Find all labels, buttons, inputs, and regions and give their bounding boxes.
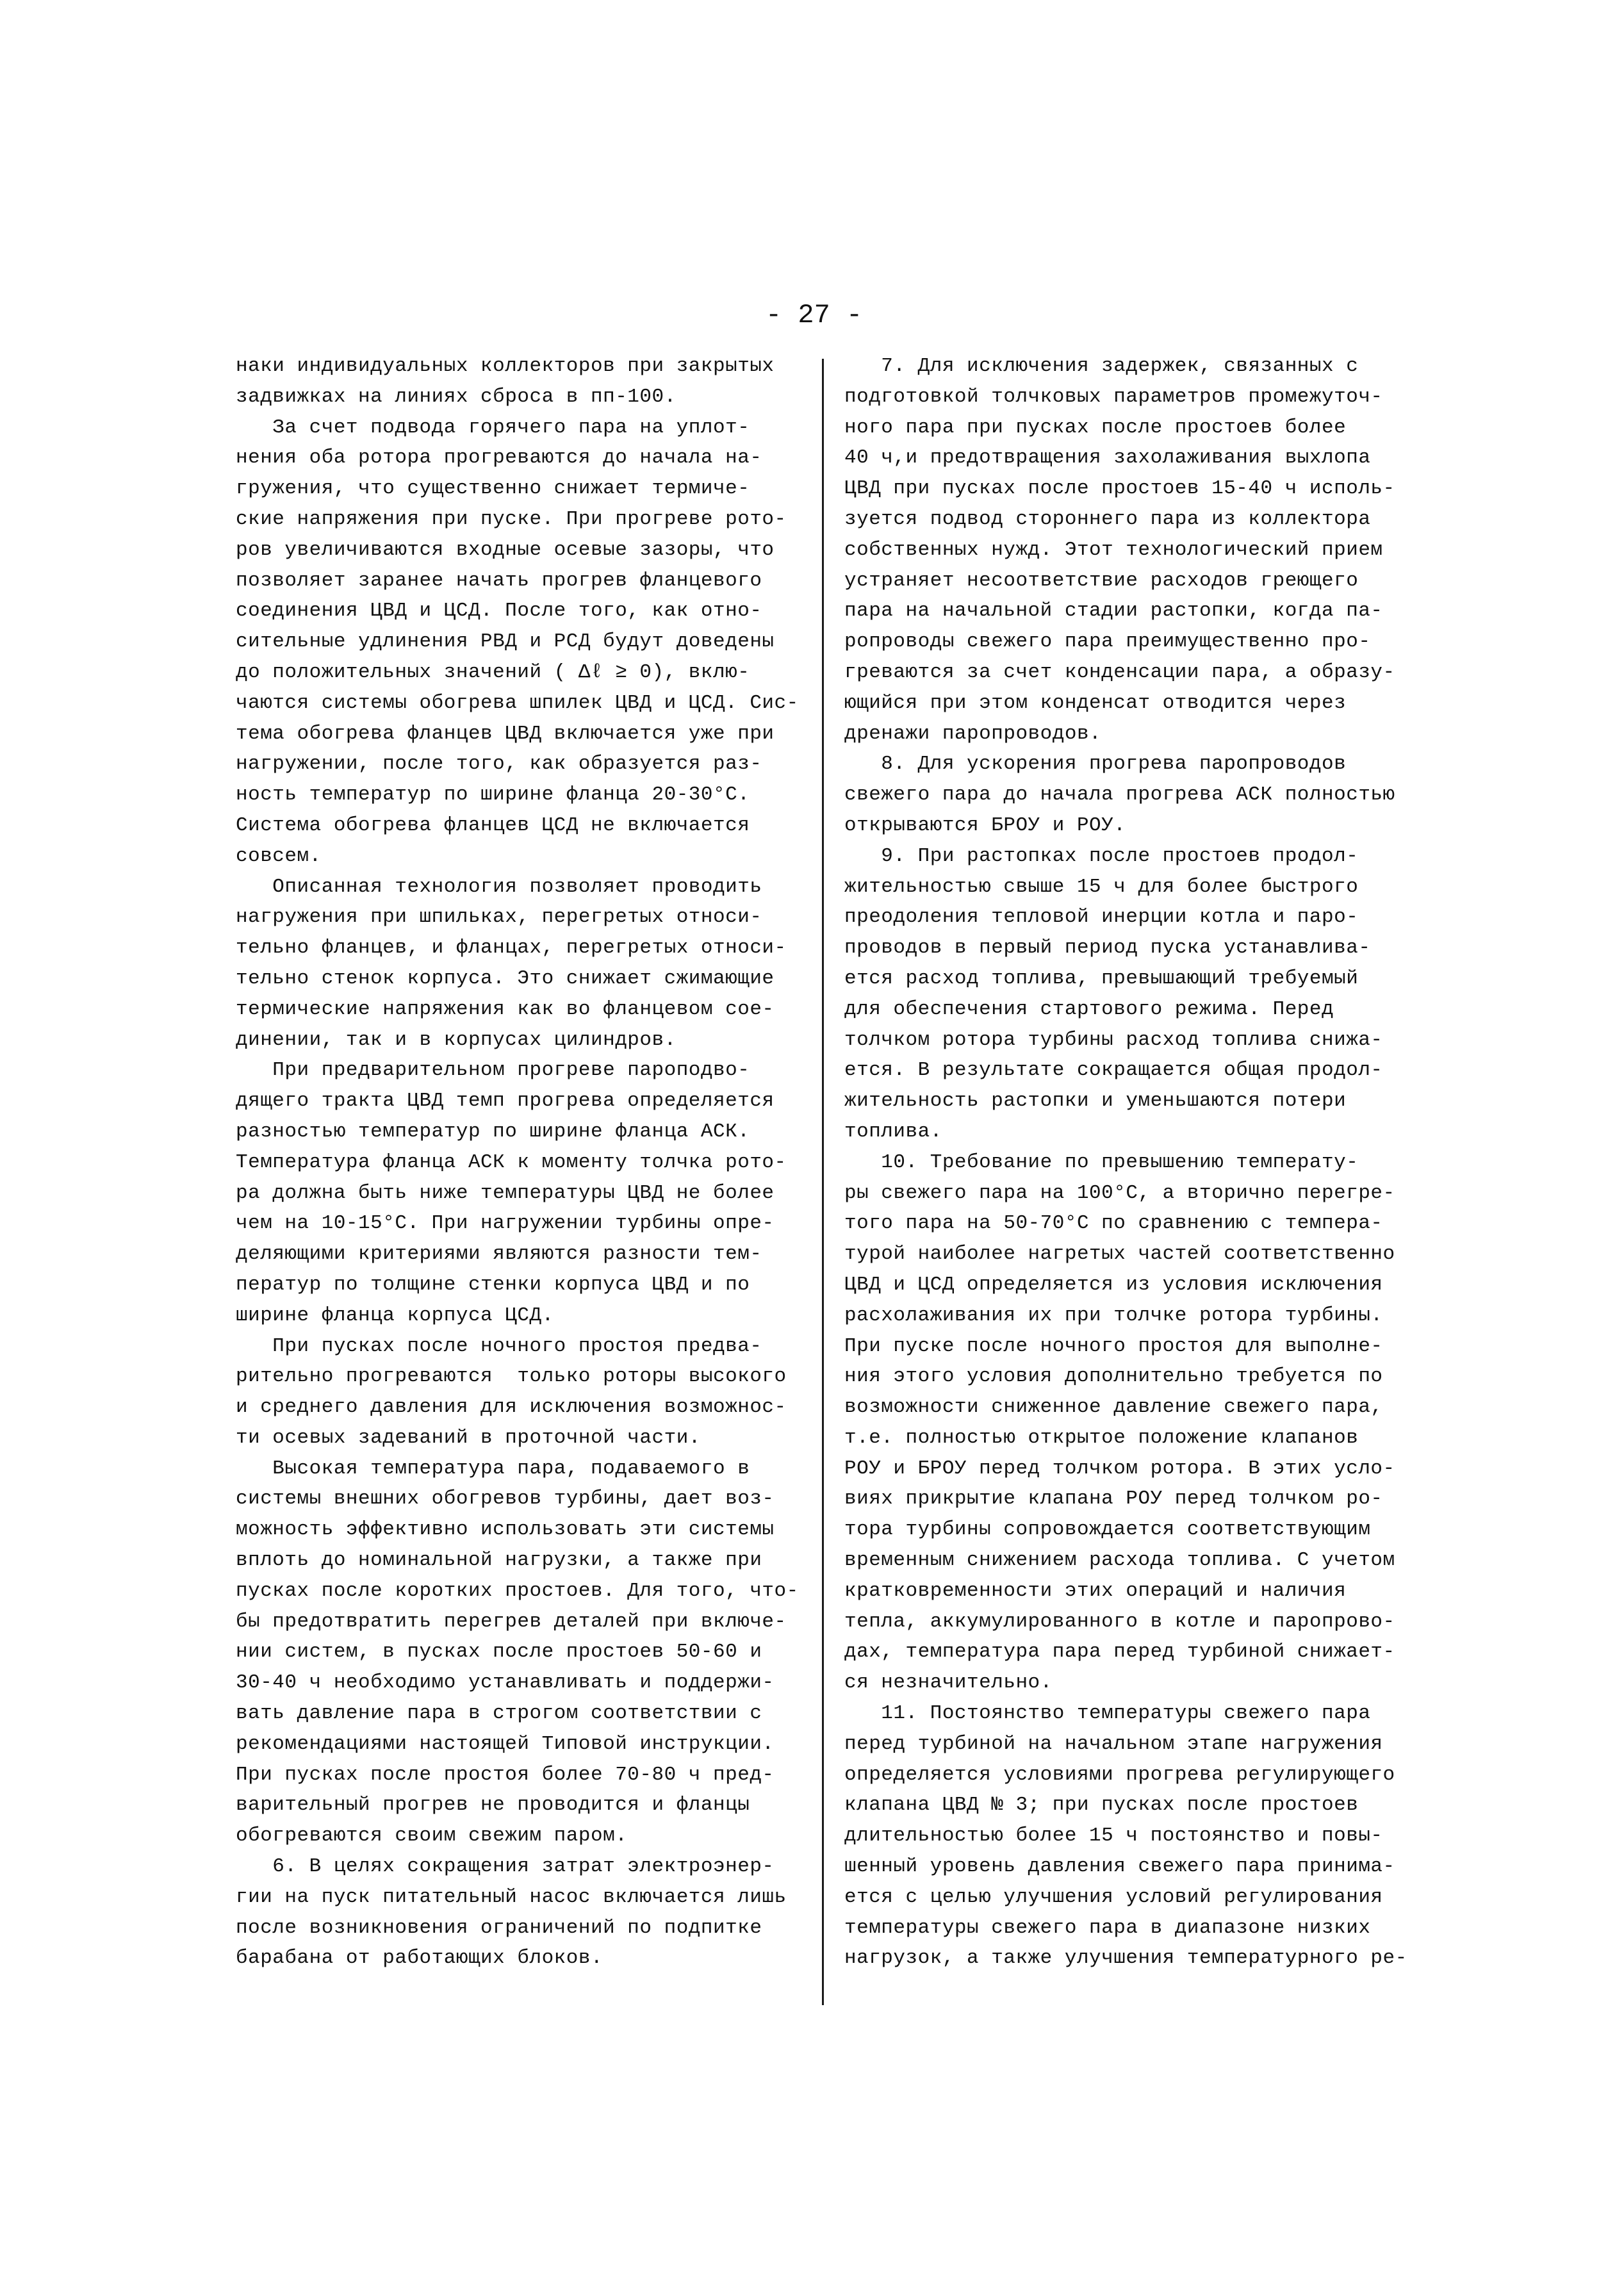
- text-line: и среднего давления для исключения возможнос-: [236, 1396, 787, 1419]
- text-line: перед турбиной на начальном этапе нагружения: [844, 1732, 1383, 1755]
- text-line: 9. При растопках после простоев продол-: [844, 844, 1359, 867]
- text-line: 7. Для исключения задержек, связанных с: [844, 355, 1359, 377]
- column-divider: [822, 359, 824, 2005]
- text-line: РОУ и БРОУ перед толчком ротора. В этих усло-: [844, 1457, 1395, 1480]
- text-line: шенный уровень давления свежего пара принима-: [844, 1855, 1395, 1878]
- text-line: устраняет несоответствие расходов греющего: [844, 569, 1359, 592]
- paragraph: [236, 1331, 787, 1454]
- text-line: для обеспечения стартового режима. Перед: [844, 997, 1334, 1021]
- text-line: нения оба ротора прогреваются до начала на-: [236, 447, 762, 470]
- paragraph: [844, 1698, 1421, 1974]
- text-line: гружения, что существенно снижает термиче-: [236, 477, 750, 500]
- text-line: вплоть до номинальной нагрузки, а также при: [236, 1549, 762, 1572]
- text-line: зуется подвод стороннего пара из коллектора: [844, 507, 1371, 530]
- text-line: клапана ЦВД № 3; при пусках после простоев: [844, 1794, 1359, 1817]
- text-line: обогреваются своим свежим паром.: [236, 1824, 628, 1848]
- text-line: совсем.: [236, 844, 322, 867]
- text-line: определяется условиями прогрева регулирующего: [844, 1763, 1395, 1786]
- text-line: собственных нужд. Этот технологический прием: [844, 538, 1383, 561]
- text-line: Температура фланца АСК к моменту толчка рото-: [236, 1151, 787, 1174]
- text-line: При предварительном прогреве пароподво-: [236, 1059, 750, 1082]
- right-column: [844, 351, 1421, 1974]
- paragraph: [236, 1454, 799, 1851]
- paragraph: [236, 1851, 787, 1974]
- paragraph: [236, 1055, 787, 1331]
- text-line: нагружении, после того, как образуется раз-: [236, 753, 762, 776]
- text-line: до положительных значений ( Δℓ ≥ 0), вклю-: [236, 660, 750, 684]
- text-line: т.е. полностью открытое положение клапанов: [844, 1426, 1359, 1449]
- text-line: сительные удлинения РВД и РСД будут доведены: [236, 630, 775, 653]
- text-line: ющийся при этом конденсат отводится через: [844, 691, 1347, 714]
- text-line: За счет подвода горячего пара на уплот-: [236, 416, 750, 439]
- text-line: ры свежего пара на 100°С, а вторично перегре-: [844, 1181, 1395, 1204]
- text-line: 11. Постоянство температуры свежего пара: [844, 1702, 1371, 1725]
- paragraph: [844, 841, 1421, 1147]
- text-line: пусках после коротких простоев. Для того, что-: [236, 1579, 799, 1602]
- text-line: гии на пуск питательный насос включается лишь: [236, 1885, 787, 1908]
- text-line: Высокая температура пара, подаваемого в: [236, 1457, 750, 1480]
- paragraph: [844, 749, 1421, 840]
- text-line: рительно прогреваются только роторы высокого: [236, 1365, 787, 1388]
- text-line: 10. Требование по превышению температу-: [844, 1151, 1359, 1174]
- text-line: разностью температур по ширине фланца АСК.: [236, 1120, 750, 1143]
- text-line: Описанная технология позволяет проводить: [236, 875, 762, 898]
- text-line: ров увеличиваются входные осевые зазоры, что: [236, 538, 775, 561]
- text-line: тельно фланцев, и фланцах, перегретых относи-: [236, 937, 787, 960]
- text-line: При пуске после ночного простоя для выполне-: [844, 1334, 1383, 1357]
- text-line: ность температур по ширине фланца 20-30°С.: [236, 783, 750, 807]
- text-line: виях прикрытие клапана РОУ перед толчком ро-: [844, 1488, 1383, 1511]
- text-line: возможности сниженное давление свежего пара,: [844, 1396, 1383, 1419]
- paragraph: [236, 413, 799, 872]
- text-line: ти осевых задеваний в проточной части.: [236, 1426, 701, 1449]
- text-line: 6. В целях сокращения затрат электроэнер-: [236, 1855, 775, 1878]
- text-line: дах, температура пара перед турбиной снижает-: [844, 1641, 1395, 1664]
- text-line: 40 ч,и предотвращения захолаживания выхлопа: [844, 447, 1371, 470]
- text-line: ется расход топлива, превышающий требуемый: [844, 967, 1359, 990]
- text-line: пара на начальной стадии растопки, когда па-: [844, 600, 1383, 623]
- text-line: нагружения при шпильках, перегретых относи-: [236, 906, 762, 929]
- text-line: греваются за счет конденсации пара, а образу-: [844, 660, 1395, 684]
- text-line: ется. В результате сокращается общая продол-: [844, 1059, 1383, 1082]
- text-line: 30-40 ч необходимо устанавливать и поддержи-: [236, 1671, 775, 1694]
- text-line: чем на 10-15°С. При нагружении турбины опре-: [236, 1212, 775, 1235]
- text-line: можность эффективно использовать эти системы: [236, 1518, 775, 1541]
- text-line: расхолаживания их при толчке ротора турбины.: [844, 1304, 1383, 1327]
- text-line: после возникновения ограничений по подпитке: [236, 1916, 762, 1939]
- text-line: ся незначительно.: [844, 1671, 1053, 1694]
- text-line: термические напряжения как во фланцевом сое-: [236, 997, 775, 1021]
- paragraph: [844, 351, 1421, 749]
- text-line: открываются БРОУ и РОУ.: [844, 814, 1126, 837]
- text-line: топлива.: [844, 1120, 942, 1143]
- text-line: проводов в первый период пуска устанавлива-: [844, 937, 1371, 960]
- text-line: деляющими критериями являются разности тем-: [236, 1243, 762, 1266]
- paragraph: [236, 351, 787, 413]
- paragraph: [236, 872, 787, 1056]
- text-line: ропроводы свежего пара преимущественно про-: [844, 630, 1371, 653]
- text-line: тора турбины сопровождается соответствующим: [844, 1518, 1371, 1541]
- text-line: дренажи паропроводов.: [844, 722, 1102, 745]
- text-line: ра должна быть ниже температуры ЦВД не более: [236, 1181, 775, 1204]
- text-line: рекомендациями настоящей Типовой инструкции.: [236, 1732, 775, 1755]
- text-line: варительный прогрев не проводится и фланцы: [236, 1794, 750, 1817]
- text-line: При пусках после простоя более 70-80 ч пред-: [236, 1763, 775, 1786]
- text-line: соединения ЦВД и ЦСД. После того, как отно-: [236, 600, 762, 623]
- text-line: тельно стенок корпуса. Это снижает сжимающие: [236, 967, 775, 990]
- text-line: турой наиболее нагретых частей соответственно: [844, 1243, 1395, 1266]
- text-line: дящего тракта ЦВД темп прогрева определяется: [236, 1090, 775, 1113]
- paragraph: [844, 1147, 1421, 1698]
- text-line: тепла, аккумулированного в котле и паропрово-: [844, 1610, 1395, 1633]
- text-line: температуры свежего пара в диапазоне низких: [844, 1916, 1371, 1939]
- text-line: ЦВД при пусках после простоев 15-40 ч исполь-: [844, 477, 1395, 500]
- text-line: Система обогрева фланцев ЦСД не включается: [236, 814, 750, 837]
- text-line: толчком ротора турбины расход топлива снижа-: [844, 1028, 1383, 1051]
- text-line: преодоления тепловой инерции котла и паро-: [844, 906, 1359, 929]
- text-line: подготовкой толчковых параметров промежуточ-: [844, 385, 1383, 408]
- text-line: ператур по толщине стенки корпуса ЦВД и по: [236, 1273, 750, 1296]
- text-line: свежего пара до начала прогрева АСК полностью: [844, 783, 1395, 807]
- text-line: длительностью более 15 ч постоянство и повы-: [844, 1824, 1383, 1848]
- text-line: бы предотвратить перегрев деталей при включе-: [236, 1610, 787, 1633]
- text-line: 8. Для ускорения прогрева паропроводов: [844, 753, 1347, 776]
- text-line: жительностью свыше 15 ч для более быстрого: [844, 875, 1359, 898]
- text-line: тема обогрева фланцев ЦВД включается уже при: [236, 722, 775, 745]
- text-line: ширине фланца корпуса ЦСД.: [236, 1304, 554, 1327]
- text-line: ется с целью улучшения условий регулирования: [844, 1885, 1383, 1908]
- text-line: нии систем, в пусках после простоев 50-60 и: [236, 1641, 762, 1664]
- text-line: динении, так и в корпусах цилиндров.: [236, 1028, 677, 1051]
- text-line: позволяет заранее начать прогрев фланцевого: [236, 569, 762, 592]
- text-line: жительность растопки и уменьшаются потери: [844, 1090, 1347, 1113]
- text-line: чаются системы обогрева шпилек ЦВД и ЦСД. Сис-: [236, 691, 799, 714]
- text-line: ские напряжения при пуске. При прогреве рото-: [236, 507, 787, 530]
- text-line: вать давление пара в строгом соответствии с: [236, 1702, 762, 1725]
- left-column: [236, 351, 799, 1974]
- text-line: При пусках после ночного простоя предва-: [236, 1334, 762, 1357]
- text-line: нагрузок, а также улучшения температурного ре-: [844, 1947, 1407, 1970]
- text-line: наки индивидуальных коллекторов при закрытых: [236, 355, 775, 377]
- text-line: задвижках на линиях сброса в пп-100.: [236, 385, 677, 408]
- text-line: ния этого условия дополнительно требуется по: [844, 1365, 1383, 1388]
- page-number: - 27 -: [766, 300, 863, 331]
- text-line: временным снижением расхода топлива. С учетом: [844, 1549, 1395, 1572]
- text-line: того пара на 50-70°С по сравнению с темпера-: [844, 1212, 1383, 1235]
- text-line: ного пара при пусках после простоев более: [844, 416, 1347, 439]
- text-line: ЦВД и ЦСД определяется из условия исключения: [844, 1273, 1383, 1296]
- text-line: барабана от работающих блоков.: [236, 1947, 603, 1970]
- text-line: кратковременности этих операций и наличия: [844, 1579, 1347, 1602]
- text-line: системы внешних обогревов турбины, дает воз-: [236, 1488, 775, 1511]
